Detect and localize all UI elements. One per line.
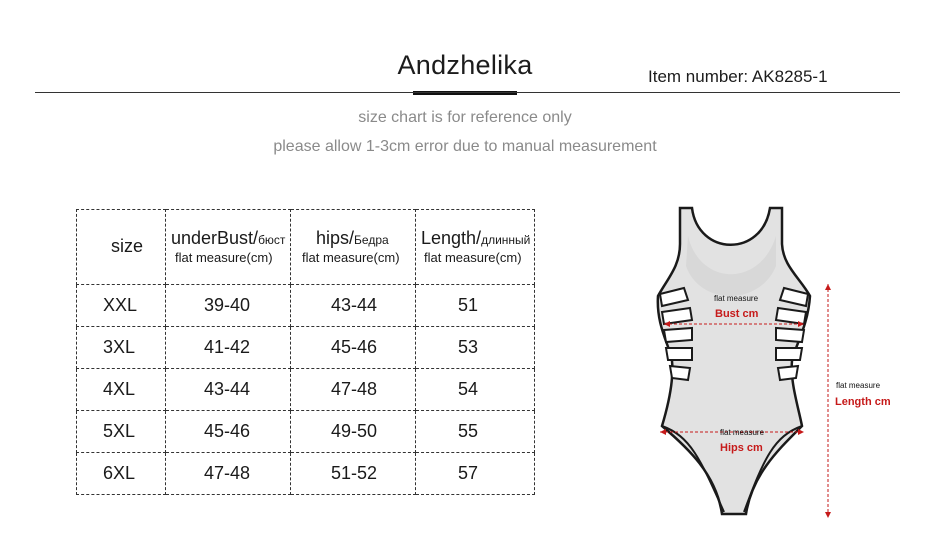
reference-note: size chart is for reference only — [358, 109, 572, 126]
length-label: Length cm — [835, 396, 891, 408]
cell-length: 51 — [416, 284, 535, 326]
cell-size: 4XL — [77, 368, 166, 410]
cell-hips: 49-50 — [291, 410, 416, 452]
cell-length: 57 — [416, 452, 535, 494]
item-number: Item number: AK8285-1 — [648, 67, 828, 86]
error-note: please allow 1-3cm error due to manual measurement — [273, 138, 657, 155]
cell-size: 6XL — [77, 452, 166, 494]
header-length-main: Length/длинный — [421, 227, 531, 248]
cell-size: 3XL — [77, 326, 166, 368]
cell-length: 55 — [416, 410, 535, 452]
brand-title: Andzhelika — [397, 50, 533, 80]
cell-size: XXL — [77, 284, 166, 326]
table-row — [77, 368, 535, 410]
length-arrow-bottom — [825, 512, 831, 518]
header-bust — [166, 210, 291, 285]
bust-note: flat measure — [714, 294, 759, 303]
cell-hips: 43-44 — [291, 284, 416, 326]
cell-length: 54 — [416, 368, 535, 410]
cell-size: 5XL — [77, 410, 166, 452]
swimsuit-illustration — [640, 196, 930, 536]
header-hips-main: hips/Бедра — [316, 227, 389, 248]
header-size-label: size — [111, 236, 144, 257]
cell-length: 53 — [416, 326, 535, 368]
bust-label: Bust cm — [715, 308, 759, 320]
cell-bust: 43-44 — [166, 368, 291, 410]
table-row — [77, 284, 535, 326]
hips-arrow-left — [660, 429, 666, 435]
header-bust-sub: flat measure(cm) — [175, 249, 273, 265]
cell-hips: 47-48 — [291, 368, 416, 410]
cell-hips: 51-52 — [291, 452, 416, 494]
cell-bust: 45-46 — [166, 410, 291, 452]
cell-bust: 47-48 — [166, 452, 291, 494]
hips-note: flat measure — [720, 428, 765, 437]
length-note: flat measure — [836, 381, 881, 390]
hips-arrow-right — [798, 429, 804, 435]
header-length-sub: flat measure(cm) — [424, 249, 522, 265]
header-bust-main: underBust/бюст — [171, 227, 286, 248]
cell-bust: 41-42 — [166, 326, 291, 368]
cell-bust: 39-40 — [166, 284, 291, 326]
table-header-row — [77, 210, 535, 285]
header-hips-sub: flat measure(cm) — [302, 249, 400, 265]
header-hips — [291, 210, 416, 285]
size-chart-table — [76, 209, 535, 495]
table-row — [77, 410, 535, 452]
hips-label: Hips cm — [720, 442, 763, 454]
length-arrow-top — [825, 284, 831, 290]
header-length — [416, 210, 535, 285]
table-row — [77, 326, 535, 368]
swimsuit-diagram — [640, 196, 930, 536]
table-row — [77, 452, 535, 494]
header-divider — [35, 92, 900, 93]
header-size — [77, 210, 166, 285]
cell-hips: 45-46 — [291, 326, 416, 368]
